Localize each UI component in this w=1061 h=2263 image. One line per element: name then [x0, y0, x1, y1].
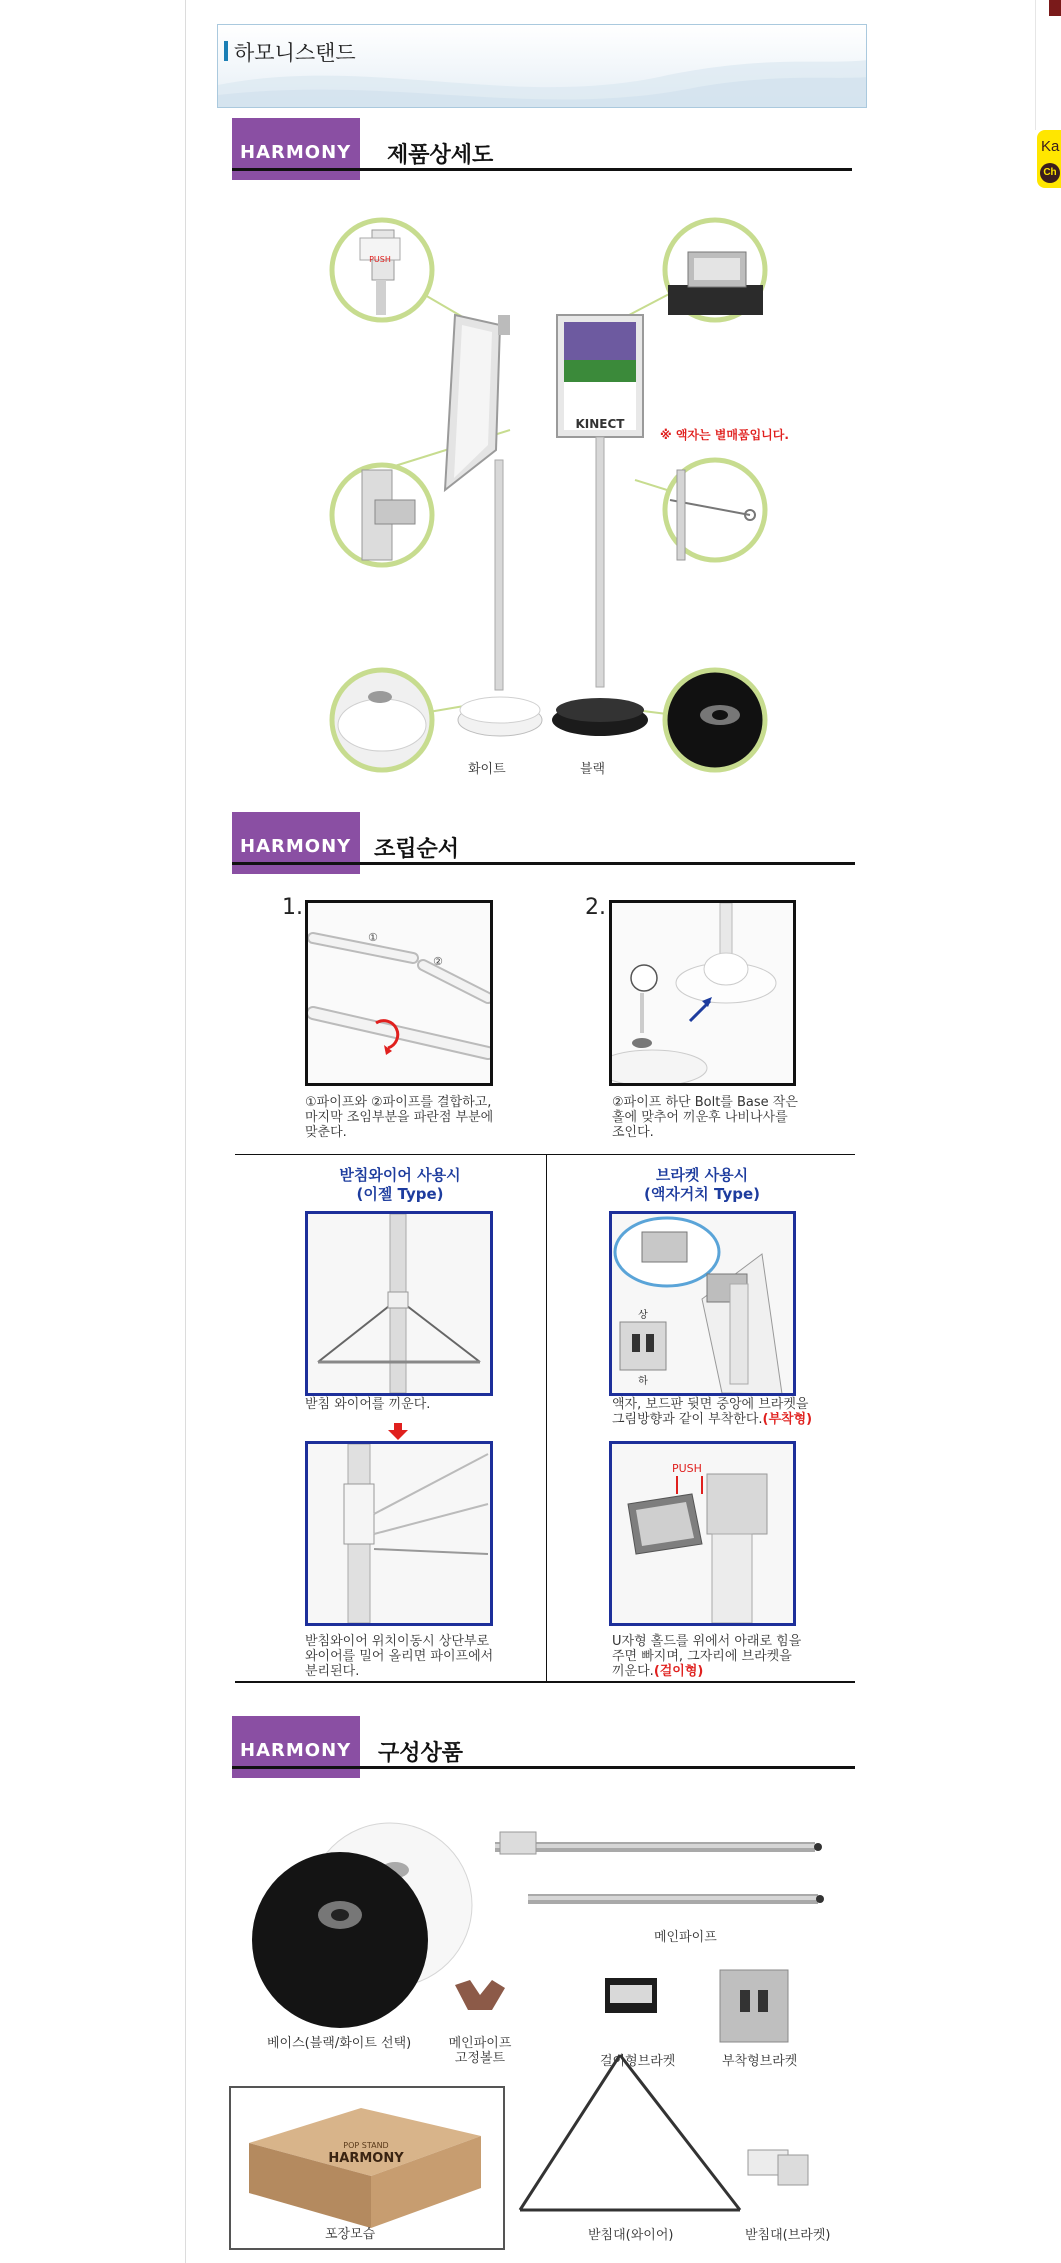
- bracket-hang-illustration: [612, 1444, 793, 1623]
- step-1-image: [305, 900, 493, 1086]
- color-black-label: 블랙: [580, 762, 606, 777]
- step-2-number: 2.: [585, 895, 606, 920]
- caption-line: U자형 홀드를 위에서 아래로 힘을: [612, 1634, 802, 1649]
- wire-usage-heading: [305, 1166, 495, 1204]
- kakao-channel-button[interactable]: [1037, 130, 1061, 188]
- caption-line: ①파이프와 ②파이프를 결합하고,: [305, 1095, 492, 1110]
- badge-text: HARMONY: [240, 142, 352, 163]
- wire-stand-label: 받침대(와이어): [588, 2228, 674, 2243]
- heading-line: (액자거치 Type): [643, 1185, 761, 1203]
- down-arrow-icon: [388, 1423, 408, 1441]
- wire-step-1-caption: 받침 와이어를 끼운다.: [305, 1397, 431, 1412]
- caption-line: 와이어를 밀어 올리면 파이프에서: [305, 1649, 494, 1664]
- step-1-number: 1.: [282, 895, 303, 920]
- section-title: 구성상품: [378, 1741, 464, 1766]
- caption-line: 그림방향과 같이 부착한다.: [612, 1412, 763, 1427]
- heading-line: 받침와이어 사용시: [339, 1166, 461, 1184]
- badge-text: HARMONY: [240, 836, 352, 857]
- caption-line: 홀에 맞추어 끼운후 나비나사를: [612, 1110, 788, 1125]
- kakao-channel-icon: Ch: [1040, 163, 1060, 183]
- package-label: 포장모습: [325, 2227, 376, 2242]
- section-underline: [232, 168, 852, 171]
- product-detail-illustration: [320, 200, 800, 790]
- heading-line: 브라켓 사용시: [655, 1166, 749, 1184]
- frame-brand-text: KINECT: [575, 417, 625, 431]
- box-brand-large: HARMONY: [328, 2151, 404, 2166]
- caption-line: 마지막 조임부분을 파란점 부분에: [305, 1110, 494, 1125]
- pipe-1-mark: ①: [368, 931, 378, 944]
- hang-bracket-label: 걸이형브라켓: [600, 2054, 676, 2069]
- bracket-attach-illustration: [612, 1214, 793, 1393]
- base-label: 베이스(블랙/화이트 선택): [267, 2036, 412, 2051]
- assembly-divider-middle: [546, 1154, 547, 1682]
- caption-line: 받침와이어 위치이동시 상단부로: [305, 1634, 490, 1649]
- wire-step-1-image: [305, 1211, 493, 1396]
- bracket-down-label: 하: [638, 1376, 648, 1387]
- caption-line: 분리된다.: [305, 1664, 360, 1679]
- caption-line: 액자, 보드판 뒷면 중앙에 브라켓을: [612, 1397, 809, 1412]
- caption-line: 조인다.: [612, 1125, 654, 1140]
- step-2-caption: [612, 1095, 798, 1140]
- bracket-up-label: 상: [638, 1310, 648, 1321]
- bracket-step-1-caption: [612, 1397, 812, 1427]
- badge-text: HARMONY: [240, 1740, 352, 1761]
- hang-type-tag: (걸이형): [653, 1664, 704, 1679]
- page-divider-left: [185, 0, 186, 2263]
- detail-push-text: PUSH: [369, 255, 391, 264]
- section-underline: [232, 1766, 855, 1769]
- page-title: 하모니스탠드: [234, 41, 356, 65]
- package-image: [229, 2086, 505, 2250]
- wire-step-2-caption: [305, 1634, 493, 1679]
- wire-detach-illustration: [308, 1444, 490, 1623]
- fixing-bolt-label: [440, 2036, 520, 2066]
- caption-line: 고정볼트: [454, 2051, 506, 2066]
- bracket-push-text: PUSH: [672, 1462, 702, 1475]
- title-accent-bar: [224, 41, 228, 61]
- box-brand-small: POP STAND: [343, 2141, 389, 2150]
- wire-stand-illustration: [308, 1214, 490, 1393]
- bracket-usage-heading: [607, 1166, 797, 1204]
- section-underline: [232, 862, 855, 865]
- caption-line: 끼운다.: [612, 1664, 654, 1679]
- main-pipe-label: 메인파이프: [654, 1930, 717, 1945]
- section-title: 조립순서: [374, 837, 460, 862]
- color-white-label: 화이트: [468, 762, 506, 777]
- step-2-image: [609, 900, 796, 1086]
- base-bolting-illustration: [612, 903, 793, 1083]
- frame-sold-separately-note: ※ 액자는 별매품입니다.: [660, 428, 789, 442]
- caption-line: ②파이프 하단 Bolt를 Base 작은: [612, 1095, 798, 1110]
- package-box-illustration: [231, 2088, 503, 2248]
- page-title-box: [217, 24, 867, 108]
- pipe-joining-illustration: [308, 903, 490, 1083]
- wire-step-2-image: [305, 1441, 493, 1626]
- caption-line: 맞춘다.: [305, 1125, 347, 1140]
- bracket-stand-label: 받침대(브라켓): [745, 2228, 831, 2243]
- step-1-caption: [305, 1095, 493, 1140]
- heading-line: (이젤 Type): [356, 1185, 444, 1203]
- section-title: 제품상세도: [387, 143, 494, 168]
- caption-line: 메인파이프: [448, 2036, 512, 2051]
- bracket-step-2-image: [609, 1441, 796, 1626]
- section-header-assembly: [232, 812, 855, 876]
- bracket-step-2-caption: [612, 1634, 801, 1679]
- caption-line: 주면 빠지며, 그자리에 브라켓을: [612, 1649, 792, 1664]
- page-divider-right: [1035, 0, 1036, 130]
- assembly-divider-bottom: [235, 1681, 855, 1683]
- section-header-detail: [232, 118, 852, 182]
- assembly-divider-top: [235, 1154, 855, 1155]
- bracket-step-1-image: [609, 1211, 796, 1396]
- kakao-label: Ka: [1041, 138, 1060, 155]
- section-header-components: [232, 1716, 855, 1780]
- pipe-2-mark: ②: [433, 955, 443, 968]
- attach-type-tag: (부착형): [762, 1412, 813, 1427]
- attach-bracket-label: 부착형브라켓: [722, 2054, 798, 2069]
- side-chip: [1049, 0, 1061, 16]
